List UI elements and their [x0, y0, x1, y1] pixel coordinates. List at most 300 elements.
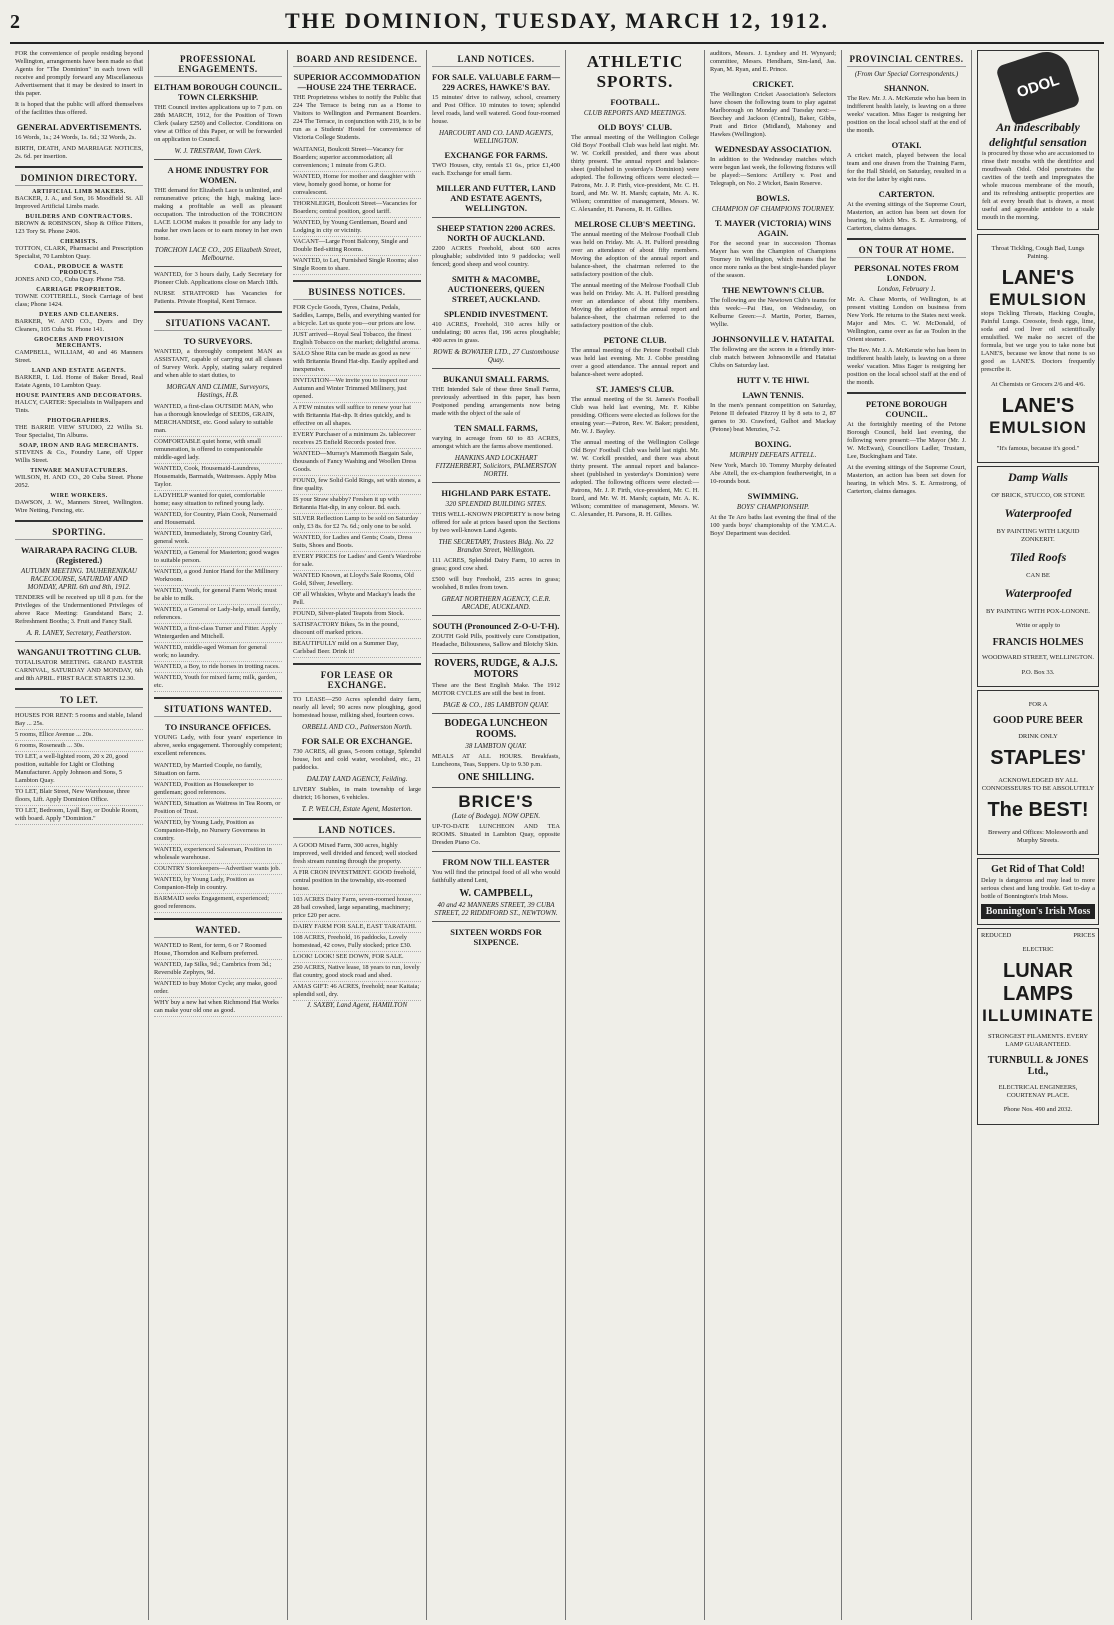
london-date: London, February 1.: [877, 285, 936, 293]
odol-bottle-icon: [995, 50, 1081, 126]
directory-entry: WILSON, H. AND CO., 20 Cuba Street. Phone 2052.: [15, 474, 143, 489]
council-text: THE Council invites applications up to 7 p.m. on 28th MARCH, 1912, for the Position of Town Clerk (salary £250) and Collector. Conditions on view at Office of this Paper, or will be forwarded on application to Council.: [154, 104, 282, 143]
surveyors-text: WANTED, a thoroughly competent MAN as ASSISTANT, capable of carrying out all classes of Survey Work. Apply, stating salary required and when able to start duties, to: [154, 348, 282, 379]
vacant-item: WANTED, middle-aged Woman for general work; no laundry.: [154, 643, 282, 662]
bukanui-text: THE Intended Sale of these three Small Farms, previously advertised in this paper, has been Postponed pending arrangements now being made with the object of the sale of: [432, 386, 560, 417]
business-item: SATISFACTORY Bikes, 5s in the pound, discount off marked prices.: [293, 620, 421, 639]
racing-secretary: A. R. LANEY, Secretary, Featherston.: [26, 629, 132, 637]
lanes-text: stops Tickling Throats, Hacking Coughs, Painful Lungs. Creosote, fresh eggs, lime, soda and cod liver oil scientifically emulsified. We make no secret of the formula, but we urge you to take none but LANE'S, because we know that none is so good as LANE'S. Doctors frequently prescribe it.: [981, 310, 1095, 373]
directory-category: WIRE WORKERS.: [50, 493, 108, 499]
brices-heading: BRICE'S: [458, 792, 534, 811]
council-sign: W. J. TRESTRAM, Town Clerk.: [174, 147, 262, 155]
divider: [432, 217, 560, 218]
sit-wanted-item: WANTED, by Young Lady, Position as Companion-Help, no Nursery Governess in country.: [154, 818, 282, 845]
bowater-sign: ROWE & BOWATER LTD., 27 Customhouse Quay.: [433, 348, 559, 364]
directory-category: TINWARE MANUFACTURERS.: [30, 468, 128, 474]
column-3: [288, 50, 427, 1620]
newtown-text: The following are the Newtown Club's teams for this week:—Pai Hau, on Wednesday, on Kelburne Green:—J. Martin, Porter, Barnes, Wyllie.: [710, 297, 836, 328]
odol-text: is procured by those who are accustomed to rinse their mouths with the dentifrice and mouthwash Odol. Odol penetrates the cavities of the teeth and impregnates the whole mucous membrane of the mouth, and its refreshing antiseptic properties are felt at every breath that is drawn, a most useful and agreeable antidote to a stale mouth in the morning.: [982, 150, 1094, 221]
column-2: [149, 50, 288, 1620]
business-item: FOR Cycle Goods, Tyres, Chains, Pedals, Saddles, Lamps, Bells, and everything wanted for a bicycle. Let us quote you—our prices are low.: [293, 303, 421, 330]
bowls-sub: CHAMPION OF CHAMPIONS TOURNEY.: [711, 205, 835, 213]
shannon-text-2: The Rev. Mr. J. A. McKenzie who has been in indifferent health lately, is leaving on a three weeks' vacation. Miss Eager is resigning her position on the local school staff at the end of the month.: [847, 347, 966, 386]
hutt-heading: HUTT V. TE HIWI.: [736, 375, 810, 385]
cricket-heading: CRICKET.: [752, 79, 794, 89]
saxby-sign: J. SAXBY, Land Agent, HAMILTON: [306, 1001, 408, 1009]
wednesday-text: In addition to the Wednesday matches which were begun last week, the following fixtures will be played:—Seniors: Artillery v. Post and Telegraph, on No. 2 Wicket, Basin Reserve.: [710, 156, 836, 187]
tolet-item: TO LET, Bedroom, Lyall Bay, or Double Room, with board. Apply "Dominion.": [15, 806, 143, 825]
business-item: FOUND, few Solid Gold Rings, set with stones, a fine quality.: [293, 476, 421, 495]
divider: [154, 159, 282, 160]
trotting-text: TOTALISATOR MEETING. GRAND EASTER CARNIVAL, SATURDAY AND MONDAY, 6th and 8th APRIL. FIRST RACE STARTS 12.30.: [15, 659, 143, 682]
divider: [15, 688, 143, 690]
melrose-text: The annual meeting of the Melrose Football Club was held on Friday. Mr. A. H. Fulford presiding over an attendance of about fifty members. Moving the adoption of the annual report and balance-sheet, the chairman referred to the satisfactory position of the club.: [571, 231, 699, 278]
old-boys-heading: OLD BOYS' CLUB.: [598, 122, 672, 132]
divider: [847, 392, 966, 394]
nz-agency-sign: GREAT NORTHERN AGENCY, C.E.R. ARCADE, AUCKLAND.: [441, 595, 551, 611]
home-industry-text: THE demand for Elizabeth Lace is unlimited, and remunerative prices; the high, making lace-making a profitable as well as pleasant occupation. The introduction of the TORCHON LACE LOOM makes it possible for any lady to make her own laces or to earn money in her own home.: [154, 187, 282, 242]
mayer-heading: T. MAYER (VICTORIA) WINS AGAIN.: [714, 218, 832, 238]
wanted-item: WHY buy a new hat when Richmond Hat Works can make your old one as good.: [154, 998, 282, 1017]
carterton-heading: CARTERTON.: [878, 189, 935, 199]
wednesday-heading: WEDNESDAY ASSOCIATION.: [714, 144, 832, 154]
lease-text: TO LEASE—250 Acres splendid dairy farm, nearly all level; 90 acres now ploughing, good homestead house, milking shed, fourteen cows.: [293, 696, 421, 719]
bodega-address: 38 LAMBTON QUAY.: [465, 742, 527, 750]
murphy-heading: MURPHY DEFEATS ATTELL.: [729, 451, 817, 459]
damp-walls: Damp Walls: [1008, 470, 1068, 484]
business-item: WANTED—Murray's Mammoth Bargain Sale, thousands of Fancy Washing and Woollen Dress Goods.: [293, 449, 421, 476]
divider: [432, 615, 560, 616]
land-item: 103 ACRES Dairy Farm, seven-roomed house, 28 bail cowshed, large separating, machinery; price £20 per acre.: [293, 895, 421, 922]
sheep-station-text: 2200 ACRES Freehold, about 600 acres ploughable; subdivided into 9 paddocks; well fenced; good sheep and wool country.: [432, 245, 560, 268]
miller-sign: MILLER AND FUTTER, LAND AND ESTATE AGENTS, WELLINGTON.: [436, 183, 556, 213]
smith-sign: SMITH & MACOMBE, AUCTIONEERS, QUEEN STREET, AUCKLAND.: [447, 274, 545, 304]
secretary-sign: THE SECRETARY, Trustees Bldg. No. 22 Brandon Street, Wellington.: [438, 538, 554, 554]
sixteen-words: SIXTEEN WORDS FOR SIXPENCE.: [450, 927, 542, 947]
surveyors-heading: TO SURVEYORS.: [183, 336, 253, 346]
highland-heading: HIGHLAND PARK ESTATE.: [441, 488, 551, 498]
petone-council-heading: PETONE BOROUGH COUNCIL.: [865, 399, 948, 419]
land-item: A FIR CRON INVESTMENT. GOOD freehold, central position in the township, six-roomed house.: [293, 868, 421, 895]
lanes-price: At Chemists or Grocers 2/6 and 4/6.: [990, 380, 1086, 388]
illuminate-label: ILLUMINATE: [982, 1006, 1094, 1025]
lease-heading: FOR LEASE OR EXCHANGE.: [293, 670, 421, 693]
sit-wanted-item: WANTED, Situation as Waitress in Tea Room, or Position of Trust.: [154, 799, 282, 818]
provincial-sub: (From Our Special Correspondents.): [854, 70, 959, 78]
freehold-text: £500 will buy Freehold, 235 acres in grass; woolshed, 8 miles from town.: [432, 576, 560, 591]
exchange-text: 730 ACRES, all grass, 5-room cottage, Splendid house, hot and cold water, woolshed, etc., 21 paddocks.: [293, 748, 421, 771]
vacant-item: WANTED, a first-class Turner and Fitter. Apply Wintergarden and Mitchell.: [154, 624, 282, 643]
personal-text: Mr. A. Chase Morris, of Wellington, is at present visiting London on business from New York. He returns to the States next week. Major and Mrs. C. W. McDonald, of Wellington, came over as far as Toulon in the Orient steamer.: [847, 296, 966, 343]
sit-wanted-list: [154, 761, 282, 913]
drink-only: DRINK ONLY: [1018, 732, 1058, 740]
directory-entry: DAWSON, J. W., Manners Street, Wellington. Wire Netting, Fencing, etc.: [15, 499, 143, 514]
sit-wanted-item: COUNTRY Storekeepers—Advertiser wants job.: [154, 864, 282, 875]
ten-farms-heading: TEN SMALL FARMS,: [454, 423, 538, 433]
wanted-list: [154, 941, 282, 1017]
johnsonville-text: The following are the scores in a friendly inter-club match between Johnsonville and Hataitai Clubs on Saturday last.: [710, 346, 836, 369]
business-item: FOUND, Silver-plated Teapots from Stock.: [293, 609, 421, 620]
business-item: BEAUTIFULLY mild on a Summer Day, Carlsbad Beer. Drink it!: [293, 639, 421, 658]
board-intro: SUPERIOR ACCOMMODATION—HOUSE 224 THE TERRACE.: [293, 72, 421, 92]
lawn-text: In the men's pennant competition on Saturday, Petone II defeated Fitzroy II by 8 sets to 2, 87 games to 30. Crawford, Gulhot and Mackay (Petone) beat Menzies, 7-2.: [710, 402, 836, 433]
directory-heading: DOMINION DIRECTORY.: [15, 173, 143, 186]
land-item: AMAS GIFT: 46 ACRES, freehold; near Kaitaia; splendid soil, dry.: [293, 982, 421, 1001]
reduced-prices: [981, 932, 1095, 939]
divider: [432, 482, 560, 483]
sit-wanted-item: WANTED, Position as Housekeeper to gentleman; good references.: [154, 780, 282, 799]
directory-category: SOAP, IRON AND RAG MERCHANTS.: [19, 443, 139, 449]
the-best: The BEST!: [987, 799, 1089, 821]
directory-entry: HALCY, CARTER: Specialists in Wallpapers and Tints.: [15, 399, 143, 414]
zouth-text: ZOUTH Gold Pills, positively cure Constipation, Headache, Biliousness, Sallow and Blotchy Skin.: [432, 633, 560, 648]
surveyors-sign: MORGAN AND CLIMIE, Surveyors, Hastings, H.B.: [166, 383, 270, 399]
business-item: JUST arrived—Royal Seal Tobacco, the finest English Tobacco on the market; delightful aroma.: [293, 330, 421, 349]
business-list: [293, 303, 421, 658]
land-heading: LAND NOTICES.: [293, 825, 421, 838]
zouth-heading: SOUTH (Pronounced Z-O-U-T-H).: [432, 621, 560, 631]
column-6: [705, 50, 842, 1620]
insurance-heading: TO INSURANCE OFFICES.: [165, 722, 271, 732]
racing-text: TENDERS will be received up till 8 p.m. for the Privileges of the Undermentioned Privileges of above Race Meeting: Grandstand Bars; 2. Refreshment Booths; 3. Fruit and Fancy Stall.: [15, 594, 143, 625]
board-item: VACANT—Large Front Balcony, Single and Double Bed-sitting Rooms.: [293, 237, 421, 256]
old-boys-text-2: The annual meeting of the Wellington College Old Boys' Football Club was held last night. Mr. W. W. Corkill presided, and there was about thirty present. The annual report and balance-sheet (published in yesterday's Dominion) were adopted. The following officers were elected:—Patrons, Mr. J. P. Firth, vice-president, Mr. C. H. Izard, and Mr. W. H. Marsh; captain, Mr. A. K. Wilson; committee of management, Messrs. W. C. Alexander, H. Parsons, R. H. Gillies.: [571, 439, 699, 518]
sporting-heading: SPORTING.: [15, 527, 143, 540]
boxing-heading: BOXING.: [754, 439, 792, 449]
directory-category: HOUSE PAINTERS AND DECORATORS.: [15, 393, 143, 399]
directory-category: CARRIAGE PROPRIETOR.: [36, 287, 122, 293]
po-box: P.O. Box 33.: [1021, 668, 1055, 676]
business-heading: BUSINESS NOTICES.: [293, 287, 421, 300]
odol-title: An indescribably delightful sensation: [989, 120, 1087, 149]
professional-heading: PROFESSIONAL ENGAGEMENTS.: [154, 54, 282, 77]
column-1: [10, 50, 149, 1620]
sit-wanted-item: WANTED, by Married Couple, no family, Situation on farm.: [154, 761, 282, 780]
agents-notice-2: It is hoped that the public will afford themselves of the facilities thus offered.: [15, 101, 143, 116]
farm-sale-heading: FOR SALE. VALUABLE FARM—229 ACRES, HAWKE'S BAY.: [432, 72, 560, 92]
lunar-ad: [977, 928, 1099, 1125]
column-7: [842, 50, 972, 1620]
staples-name: STAPLES': [990, 747, 1086, 769]
boys-text: At the Te Aro baths last evening the final of the 100 yards boys' championship of the Y.M.C.A. Boys' Department was decided.: [710, 514, 836, 537]
petone-council-text: At the fortnightly meeting of the Petone Borough Council, held last evening, the following were present:—The Mayor (Mr. J. W. McEwan), Councillors Ladler, Trustam, Lee, Buckingham and Tate.: [847, 421, 966, 460]
divider: [15, 166, 143, 168]
strongest-label: STRONGEST FILAMENTS. EVERY LAMP GUARANTEED.: [987, 1032, 1089, 1048]
business-item: A FEW minutes will suffice to renew your hat with Britannia Hat-dip. It dries quickly, and is effective on all shapes.: [293, 403, 421, 430]
personal-heading: PERSONAL NOTES FROM LONDON.: [854, 263, 959, 283]
murphy-text: New York, March 10. Tommy Murphy defeated Abe Attell, the ex-champion featherweight, in a 10-rounds bout.: [710, 462, 836, 485]
lanes-emulsion-2: EMULSION: [989, 418, 1087, 437]
business-item: IS your Straw shabby? Freshen it up with Britannia Hat-dip, in any colour. 8d. each.: [293, 495, 421, 514]
trotting-club: WANGANUI TROTTING CLUB.: [17, 647, 141, 657]
turnbull-name: TURNBULL & JONES Ltd.,: [987, 1055, 1089, 1077]
reduced-label: REDUCED: [981, 932, 1012, 939]
write-apply: Write or apply to: [1015, 622, 1061, 629]
divider: [154, 266, 282, 267]
land-item: 250 ACRES, Native lease, 18 years to run, lovely flat country, good stock road and shed.: [293, 963, 421, 982]
investment-text: 410 ACRES, Freehold, 310 acres hilly or undulating; 80 acres flat, 196 acres ploughable; 400 acres in grass.: [432, 321, 560, 344]
easter-text: You will find the principal food of all who would faithfully attend Lent,: [432, 869, 560, 884]
st-james-heading: ST. JAMES'S CLUB.: [596, 384, 674, 394]
directory-entry: BACKER, J. A., and Son, 16 Moodfield St. All Improved Artificial Limbs made.: [15, 195, 143, 210]
business-item: INVITATION—We invite you to inspect our Autumn and Winter Trimmed Millinery, just opened.: [293, 376, 421, 403]
tolet-heading: TO LET.: [15, 695, 143, 708]
board-item: THORNLEIGH, Boulcott Street—Vacancies for Boarders; central position, good tariff.: [293, 199, 421, 218]
brices-sub: (Late of Bodega). NOW OPEN.: [451, 812, 541, 820]
waterproofed-1: Waterproofed: [1004, 506, 1072, 520]
divider: [432, 368, 560, 369]
directory-category: PHOTOGRAPHERS.: [47, 418, 111, 424]
directory-category: COAL, PRODUCE & WASTE PRODUCTS.: [34, 264, 124, 276]
directory-category: DYERS AND CLEANERS.: [39, 312, 119, 318]
divider: [432, 713, 560, 714]
land-item: LOOK! LOOK! SEE DOWN, FOR SALE.: [293, 952, 421, 963]
agency-sign: DALTAY LAND AGENCY, Feilding.: [306, 775, 408, 783]
tolet-item: 6 rooms, Roseneath ... 30s.: [15, 741, 143, 752]
bukanui-heading: BUKANUI SMALL FARMS.: [443, 374, 549, 384]
lanes-top: Throat Tickling, Cough Bad, Lungs Paining.: [991, 244, 1085, 260]
electric-label: ELECTRIC: [1022, 945, 1054, 953]
wanted-item: WANTED to Rent, for term, 6 or 7 Roomed House, Thorndon and Kelburn preferred.: [154, 941, 282, 960]
highland-text: THIS WELL-KNOWN PROPERTY is now being offered for sale at prices based upon the Sections by two well-known Land Agents.: [432, 511, 560, 534]
business-item: WANTED, for Ladies and Gents; Coats, Dress Suits, Shoes and Boots.: [293, 533, 421, 552]
dairy-farm-text: 111 ACRES, Splendid Dairy Farm, 10 acres in grass; good cow shed.: [432, 557, 560, 572]
brewery-address: Brewery and Offices: Molesworth and Murphy Streets.: [988, 828, 1088, 844]
staples-ad: [977, 690, 1099, 855]
cricket-text: The Wellington Cricket Association's Selectors have chosen the following team to play against Marlborough on Monday and Tuesday next:—Beechey and Jackson (Central), Baker, Gibbs, Pratt and Brice (Midland), Mahoney and Hawkes (Wellington).: [710, 91, 836, 138]
vacant-item: WANTED, a General or Lady-help, small family, references.: [154, 605, 282, 624]
directory-entry: BARKER, I. Ltd. Home of Baker Bread, Real Estate Agents, 10 Lambton Quay.: [15, 374, 143, 389]
lace-company: TORCHON LACE CO., 205 Elizabeth Street, Melbourne.: [154, 246, 282, 262]
vacant-list: [154, 402, 282, 692]
beer-for: FOR A: [1028, 700, 1048, 708]
acknowledged: ACKNOWLEDGED BY ALL CONNOISSEURS TO BE ABSOLUTELY: [981, 776, 1095, 792]
damp-sub: OF BRICK, STUCCO, OR STONE: [991, 491, 1085, 499]
wanted-item: WANTED, Jap Silks, 9d.; Cambrics from 3d.; Reversible Zephyrs, 9d.: [154, 960, 282, 979]
auditors-text: auditors, Messrs. J. Lyndsey and H. Wynyard; committee, Messrs. Hendham, Sim-land, Jas. Ryan, M. Ryan, and E. Prince.: [710, 50, 836, 73]
wanted-item: WANTED to buy Motor Cycle; any make, good order.: [154, 979, 282, 998]
petone-heading: PETONE CLUB.: [603, 335, 667, 345]
exchange-farms-text: TWO Houses, city, rentals £1 6s., price £1,400 each. Exchange for small farm.: [432, 162, 560, 177]
land-item: A GOOD Mixed Farm, 300 acres, highly improved, well divided and fenced; well stocked fresh stream running through the property.: [293, 841, 421, 868]
boys-heading: BOYS' CHAMPIONSHIP.: [736, 503, 810, 511]
directory-entry: BARKER, W. AND CO., Dyers and Dry Cleaners, 105 Cuba St. Phone 141.: [15, 318, 143, 333]
racing-meeting: AUTUMN MEETING. TAUHERENIKAU RACECOURSE, SATURDAY AND MONDAY, APRIL 6th and 8th, 1912.: [21, 567, 137, 591]
directory-category: GROCERS AND PROVISION MERCHANTS.: [34, 337, 124, 349]
otaki-heading: OTAKI.: [891, 140, 922, 150]
hankins-sign: HANKINS AND LOCKHART FITZHERBERT, Solicitors, PALMERSTON NORTH.: [435, 454, 557, 478]
columns: [10, 50, 1104, 1620]
divider: [293, 280, 421, 282]
divider: [432, 787, 560, 788]
turnbull-sub: ELECTRICAL ENGINEERS, COURTENAY PLACE.: [998, 1083, 1078, 1099]
tolet-item: HOUSES FOR RENT: 5 rooms and stable, Island Bay ... 25s.: [15, 711, 143, 730]
board-list: [293, 145, 421, 275]
exchange-heading: FOR SALE OR EXCHANGE.: [301, 736, 413, 746]
lanes-name: LANE'S: [1001, 267, 1075, 289]
directory-category: CHEMISTS.: [60, 239, 98, 245]
old-boys-text: The annual meeting of the Wellington College Old Boys' Football Club was held last night. Mr. W. W. Corkill presided, and there was about thirty present. The annual report and balance-sheet (published in yesterday's Dominion) were adopted. The following officers were elected:—Patrons, Mr. J. P. Firth, vice-president, Mr. C. H. Izard, and Mr. W. H. Marsh; captain, Mr. A. K. Wilson; committee of management, Messrs. W. C. Alexander, H. Parsons, R. H. Gillies.: [571, 134, 699, 213]
business-item: SALO Shoe Rita can be made as good as new with Britannia Brand Hat-dip. Easily applied and inexpensive.: [293, 349, 421, 376]
phones: Phone Nos. 490 and 2032.: [1003, 1106, 1073, 1113]
sit-wanted-item: BARMAID seeks Engagement, experienced; good references.: [154, 894, 282, 913]
melrose-text-2: The annual meeting of the Melrose Football Club was held on Friday. Mr. A. H. Fulford presiding over an attendance of about fifty members. Moving the adoption of the annual report and balance-sheet, the chairman referred to the satisfactory position of the club.: [571, 282, 699, 329]
vacant-item: WANTED, a first-class OUTSIDE MAN, who has a thorough knowledge of SEEDS, GRAIN, MERCHANDISE, etc. Good salary to suitable man.: [154, 402, 282, 437]
divider: [15, 520, 143, 522]
divider: [293, 663, 421, 665]
board-item: WANTED, by Young Gentleman, Board and Lodging in city or vicinity.: [293, 218, 421, 237]
directory-entry: STEVENS & Co., Foundry Lane, off Upper Willis Street.: [15, 449, 143, 464]
sit-wanted-item: WANTED, by Young Lady, Position as Companion-Help in country.: [154, 875, 282, 894]
cold-text: Delay is dangerous and may lead to more serious chest and lung trouble. Get to-day a bottle of Bonnington's Irish Moss.: [981, 877, 1095, 900]
newtown-heading: THE NEWTOWN'S CLUB.: [721, 285, 825, 295]
masthead: [10, 8, 1104, 44]
nurse-notice: NURSE STRATFORD has Vacancies for Patients. Private Hospital, Kent Terrace.: [154, 290, 282, 305]
st-james-text: The annual meeting of the St. James's Football Club was held last evening, Mr. F. Kibbe presiding. Officers were elected as follows for the ensuing year:—Patron, Rev. W. Baker; president, Mr. W. J. Bayley.: [571, 396, 699, 435]
business-item: EVERY Purchaser of a minimum 2s. tablecover receives 25 Enfield Records posted free.: [293, 430, 421, 449]
odol-ad: [977, 50, 1099, 230]
directory-category: LAND AND ESTATE AGENTS.: [31, 368, 127, 374]
tolet-item: 5 rooms, Ellice Avenue ... 20s.: [15, 730, 143, 741]
can-be: CAN BE: [1026, 571, 1050, 579]
waterproofed-2: Waterproofed: [1004, 586, 1072, 600]
vacant-item: WANTED, for Country, Plain Cook, Nursemaid and Housemaid.: [154, 510, 282, 529]
bodega-price: ONE SHILLING.: [457, 772, 535, 783]
swimming-heading: SWIMMING.: [747, 491, 799, 501]
vacant-item: WANTED, Immediately, Strong Country Girl, general work.: [154, 529, 282, 548]
otaki-text: A cricket match, played between the local team and one drawn from the Training Farm, for the Hall Shield, on Saturday, resulted in a win for the latter by eight runs.: [847, 152, 966, 183]
divider: [432, 653, 560, 654]
business-item: OF all Whiskies, Whyte and Mackay's leads the Pell.: [293, 590, 421, 609]
directory-list: [15, 189, 143, 515]
lanes-emulsion: EMULSION: [989, 290, 1087, 309]
prices-label: PRICES: [1073, 932, 1095, 939]
vacant-item: WANTED, Cook, Housemaid-Laundress, Housemaids, Barmaids, Waitresses. Apply Miss Taylor.: [154, 464, 282, 491]
campbell-address: 40 and 42 MANNERS STREET, 39 CUBA STREET, 22 RIDDIFORD ST., NEWTOWN.: [434, 901, 558, 917]
page-number: 2: [10, 11, 20, 33]
bonnington-name: Bonnington's Irish Moss: [981, 904, 1095, 919]
bonnington-ad: [977, 858, 1099, 925]
directory-entry: TOWNE COTTERELL, Stock Carriage of best class; Phone 1424.: [15, 293, 143, 308]
tiled-roofs: Tiled Roofs: [1009, 550, 1067, 564]
tolet-list: [15, 711, 143, 825]
board-item: WANTED, Home for mother and daughter with view, homely good home, or home for convalescent.: [293, 172, 421, 199]
lanes-name-2: LANE'S: [1001, 395, 1075, 417]
exchange-farms-heading: EXCHANGE FOR FARMS.: [444, 150, 548, 160]
vacant-item: WANTED, Youth for mixed farm; milk, garden, etc.: [154, 673, 282, 692]
divider: [154, 697, 282, 699]
page-co-sign: PAGE & CO., 185 LAMBTON QUAY.: [443, 701, 549, 709]
bodega-text: MEALS AT ALL HOURS. Breakfasts, Luncheons, Teas, Suppers. Up to 9.30 p.m.: [432, 753, 560, 768]
johnsonville-heading: JOHNSONVILLE V. HATAITAI.: [711, 334, 835, 344]
page-title: THE DOMINION, TUESDAY, MARCH 12, 1912.: [285, 8, 829, 33]
wanted-heading: WANTED.: [154, 925, 282, 938]
lawn-heading: LAWN TENNIS.: [742, 390, 804, 400]
business-item: WANTED Known, at Lloyd's Sale Rooms, Old Gold, Silver, Jewellery.: [293, 571, 421, 590]
sit-wanted-item: WANTED, experienced Salesman, Position in wholesale warehouse.: [154, 845, 282, 864]
athletic-heading: ATHLETIC SPORTS.: [586, 52, 684, 91]
column-8: [972, 50, 1104, 1620]
births-notice: BIRTH, DEATH, AND MARRIAGE NOTICES, 2s. 6d. per insertion.: [15, 145, 143, 160]
agents-notice: FOR the convenience of people residing beyond Wellington, arrangements have been made so that Agents for "The Dominion" in each town will receive and promptly forward any Miscellaneous Advertisement that it may be desired to insert in this paper.: [15, 50, 143, 97]
vacant-item: WANTED, a Boy, to ride horses in trotting races.: [154, 662, 282, 673]
investment-heading: SPLENDID INVESTMENT.: [444, 309, 548, 319]
brices-text: UP-TO-DATE LUNCHEON AND TEA ROOMS. Situated in Lambton Quay, opposite Dresden Piano Co.: [432, 823, 560, 846]
mayer-text: For the second year in succession Thomas Mayer has won the Champion of Champions Tourney in Wellington, which means that he once more ranks as the best single-handed player of the season.: [710, 240, 836, 279]
situations-vacant-heading: SITUATIONS VACANT.: [154, 318, 282, 331]
business-item: SILVER Reflection Lamp to be sold on Saturday only, £3 8s. for £2 7s. 6d.; only one to be sold.: [293, 514, 421, 533]
tolet-item: TO LET, Blair Street, New Warehouse, three floors, Lift. Apply Dominion Office.: [15, 787, 143, 806]
situations-wanted-heading: SITUATIONS WANTED.: [154, 704, 282, 717]
lamps-label: LAMPS: [1003, 983, 1073, 1005]
column-4: [427, 50, 566, 1620]
ten-farms-text: varying in acreage from 60 to 83 ACRES, amongst which are the farms above mentioned.: [432, 435, 560, 450]
vacant-item: WANTED, Youth, for general Farm Work; must be able to milk.: [154, 586, 282, 605]
directory-entry: THE BARRIE VIEW STUDIO, 22 Willis St. Tour Specialist, Tin Albums.: [15, 424, 143, 439]
directory-category: BUILDERS AND CONTRACTORS.: [25, 214, 133, 220]
tour-heading: ON TOUR AT HOME.: [847, 245, 966, 258]
lease-sign: ORBELL AND CO., Palmerston North.: [301, 723, 412, 731]
directory-entry: BROWN & ROBINSON, Shop & Office Fitters, 123 Tory St. Phone 2406.: [15, 220, 143, 235]
land-item: 108 ACRES, Freehold, 16 paddocks, Lovely homestead, 42 cows, Fully stocked; price £30.: [293, 933, 421, 952]
directory-entry: CAMPBELL, WILLIAM, 40 and 46 Manners Street.: [15, 349, 143, 364]
divider: [293, 818, 421, 820]
shannon-heading: SHANNON.: [884, 83, 929, 93]
holmes-ad: [977, 466, 1099, 687]
lanes-ad: [977, 234, 1099, 463]
club-reports-heading: CLUB REPORTS AND MEETINGS.: [583, 109, 687, 117]
harcourt-sign: HARCOURT AND CO. LAND AGENTS, WELLINGTON.: [439, 129, 553, 145]
divider: [432, 851, 560, 852]
rates-text: 16 Words, 1s.; 24 Words, 1s. 6d.; 32 Words, 2s.: [15, 134, 136, 141]
sheep-station-heading: SHEEP STATION 2200 ACRES. NORTH OF AUCKLAND.: [436, 223, 556, 243]
football-heading: FOOTBALL.: [610, 97, 660, 107]
business-item: EVERY PRICES for Ladies' and Gent's Wardrobe for sale.: [293, 552, 421, 571]
board-item: WANTED, to Let, Furnished Single Rooms; also Single Room to share.: [293, 256, 421, 275]
holmes-address: WOODWARD STREET, WELLINGTON.: [982, 654, 1094, 661]
board-item: WAITANGI, Boulcott Street—Vacancy for Boarders; superior accommodation; all conveniences; 1 minute from G.P.O.: [293, 145, 421, 172]
lanes-tagline: "It's famous, because it's good.": [996, 444, 1080, 452]
insurance-text: YOUNG Lady, with four years' experience in above, seeks engagement. Thoroughly competent; excellent references.: [154, 734, 283, 757]
campbell-heading: W. CAMPBELL,: [459, 888, 533, 899]
bodega-heading: BODEGA LUNCHEON ROOMS.: [444, 718, 548, 740]
divider: [154, 918, 282, 920]
easter-heading: FROM NOW TILL EASTER: [442, 857, 550, 867]
divider: [847, 238, 966, 240]
cold-title: Get Rid of That Cold!: [991, 864, 1085, 875]
divider: [154, 311, 282, 313]
tolet-item: TO LET, a well-lighted room, 20 x 20, good position, suitable for Light or Clothing Manufacturer. Apply Johnson and Sons, 5 Lambton Quay.: [15, 752, 143, 787]
wanted-secretary: WANTED, for 3 hours daily, Lady Secretary for Pioneer Club. Applications close on March 18th.: [154, 271, 282, 286]
column-5: [566, 50, 705, 1620]
carterton-text: At the evening sittings of the Supreme Court, Masterton, an action has been set down for hearing, in which Mrs. S. E. Armstrong, of Carterton, claims damages.: [847, 201, 966, 232]
divider: [15, 641, 143, 642]
rovers-heading: ROVERS, RUDGE, & A.J.S. MOTORS: [434, 658, 558, 680]
vacant-item: LADYHELP wanted for quiet, comfortable home; easy situation to refined young lady.: [154, 491, 282, 510]
provincial-heading: PROVINCIAL CENTRES.: [847, 54, 966, 67]
by-painting: BY PAINTING WITH LIQUID ZONKERIT.: [996, 527, 1080, 543]
land-item: DAIRY FARM FOR SALE, EAST TARATAHI.: [293, 922, 421, 933]
land-notices-heading: LAND NOTICES.: [432, 54, 560, 67]
vacant-item: WANTED, a General for Masterton; good wages to suitable person.: [154, 548, 282, 567]
racing-club: WAIRARAPA RACING CLUB. (Registered.): [20, 545, 138, 565]
directory-entry: JONES AND CO., Cuba Quay. Phone 758.: [15, 276, 126, 283]
vacant-item: COMFORTABLE quiet home, with small remuneration, is offered to companionable middle-aged lady.: [154, 437, 282, 464]
rovers-text: These are the Best English Make. The 1912 MOTOR CYCLES are still the best in front.: [432, 682, 560, 697]
board-heading: BOARD AND RESIDENCE.: [293, 54, 421, 67]
lunar-label: LUNAR: [1003, 960, 1073, 982]
council-heading: ELTHAM BOROUGH COUNCIL. TOWN CLERKSHIP.: [154, 82, 282, 102]
